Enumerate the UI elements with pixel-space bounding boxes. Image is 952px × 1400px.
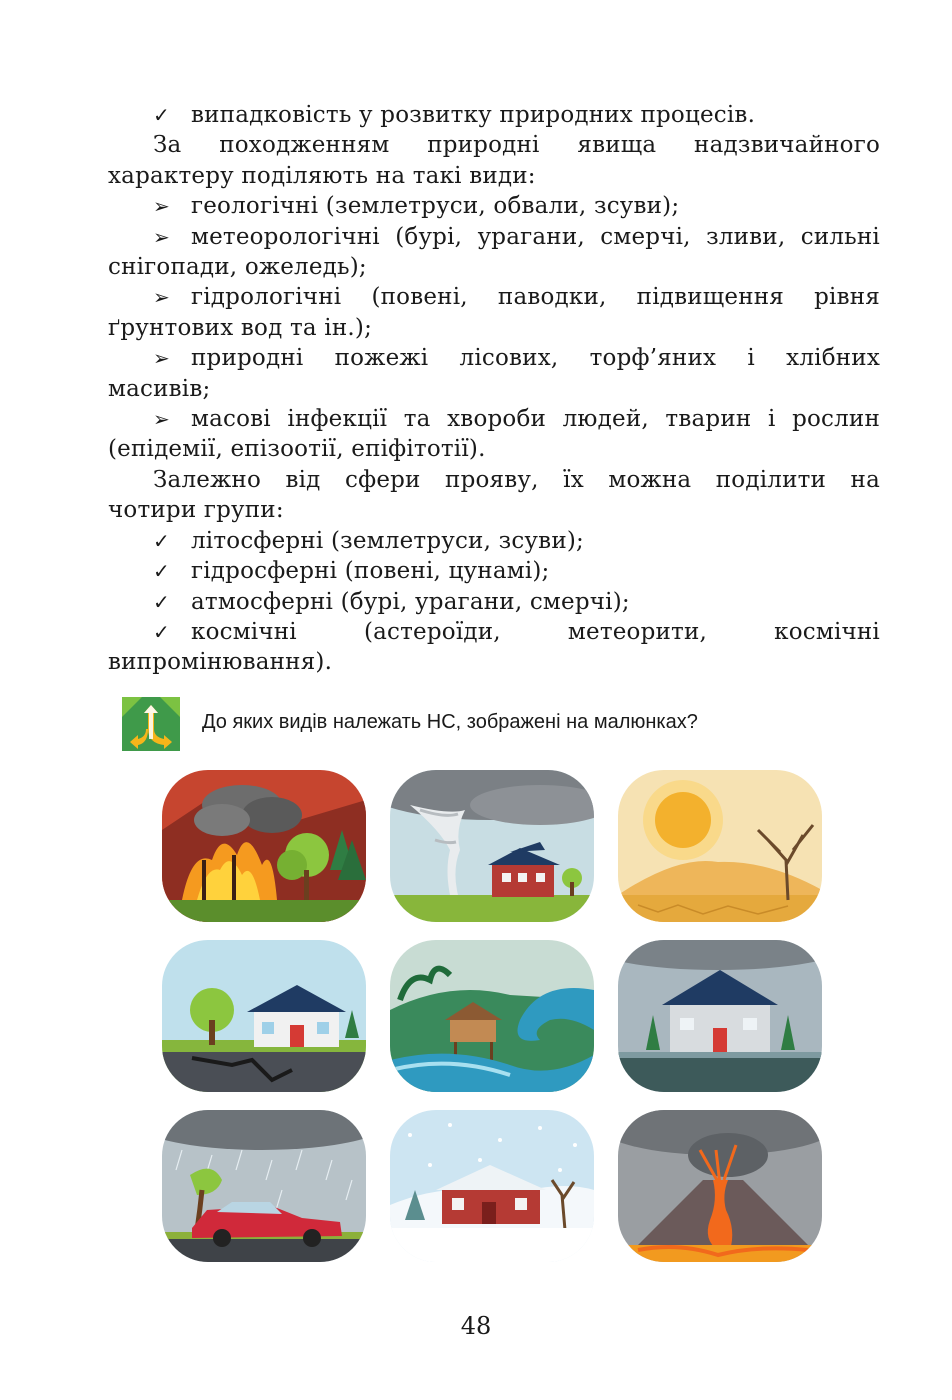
page-number: 48 <box>460 1312 492 1340</box>
checkmark-icon: ✓ <box>153 559 170 584</box>
illustration-grid <box>162 770 822 1260</box>
question-block <box>120 695 880 755</box>
list-item: ➢ гідрологічні (повені, паводки, підвищення рівня <box>108 282 880 312</box>
crossroads-arrows-icon <box>120 695 182 753</box>
checkmark-icon: ✓ <box>153 528 170 553</box>
list-item: ✓ випадковість у розвитку природних процесів. <box>108 100 880 130</box>
storm-illustration <box>162 1110 366 1262</box>
arrowhead-bullet-icon: ➢ <box>153 224 170 249</box>
paragraph-line: За походженням природні явища надзвичайного <box>153 132 880 159</box>
list-item-continued: випромінювання). <box>108 649 333 676</box>
tornado-illustration <box>390 770 594 922</box>
list-item-continued: снігопади, ожеледь); <box>108 254 367 281</box>
list-item: ✓ літосферні (землетруси, зсуви); <box>108 526 880 556</box>
paragraph-line: чотири групи: <box>108 497 284 524</box>
arrowhead-bullet-icon: ➢ <box>153 346 170 371</box>
forest-fire-illustration <box>162 770 366 922</box>
arrowhead-bullet-icon: ➢ <box>153 194 170 219</box>
checkmark-icon: ✓ <box>153 619 170 644</box>
list-item: ➢ метеорологічні (бурі, урагани, смерчі, зливи, сильні <box>108 222 880 252</box>
list-item: ✓ гідросферні (повені, цунамі); <box>108 556 880 586</box>
list-item-continued: ґрунтових вод та ін.); <box>108 314 373 341</box>
question-text: До яких видів належать НС, зображені на малюнках? <box>202 711 698 733</box>
arrowhead-bullet-icon: ➢ <box>153 285 170 310</box>
main-text <box>108 100 880 678</box>
drought-illustration <box>618 770 822 922</box>
checkmark-icon: ✓ <box>153 103 170 127</box>
list-item: ➢ геологічні (землетруси, обвали, зсуви); <box>108 191 880 221</box>
list-item-continued: (епідемії, епізоотії, епіфітотії). <box>108 436 486 463</box>
list-item: ✓ атмосферні (бурі, урагани, смерчі); <box>108 587 880 617</box>
paragraph-line: характеру поділяють на такі види: <box>108 162 536 189</box>
volcano-illustration <box>618 1110 822 1262</box>
flood-illustration <box>618 940 822 1092</box>
paragraph-line: Залежно від сфери прояву, їх можна поділити на <box>153 466 880 493</box>
list-item: ➢ масові інфекції та хвороби людей, тварин і рослин <box>108 404 880 434</box>
list-item: ✓ космічні (астероїди, метеорити, космічні <box>108 617 880 647</box>
list-item-continued: масивів; <box>108 375 211 402</box>
checkmark-icon: ✓ <box>153 589 170 614</box>
list-item: ➢ природні пожежі лісових, торф’яних і хлібних <box>108 343 880 373</box>
tsunami-illustration <box>390 940 594 1092</box>
earthquake-illustration <box>162 940 366 1092</box>
snowfall-illustration <box>390 1110 594 1262</box>
arrowhead-bullet-icon: ➢ <box>153 407 170 432</box>
